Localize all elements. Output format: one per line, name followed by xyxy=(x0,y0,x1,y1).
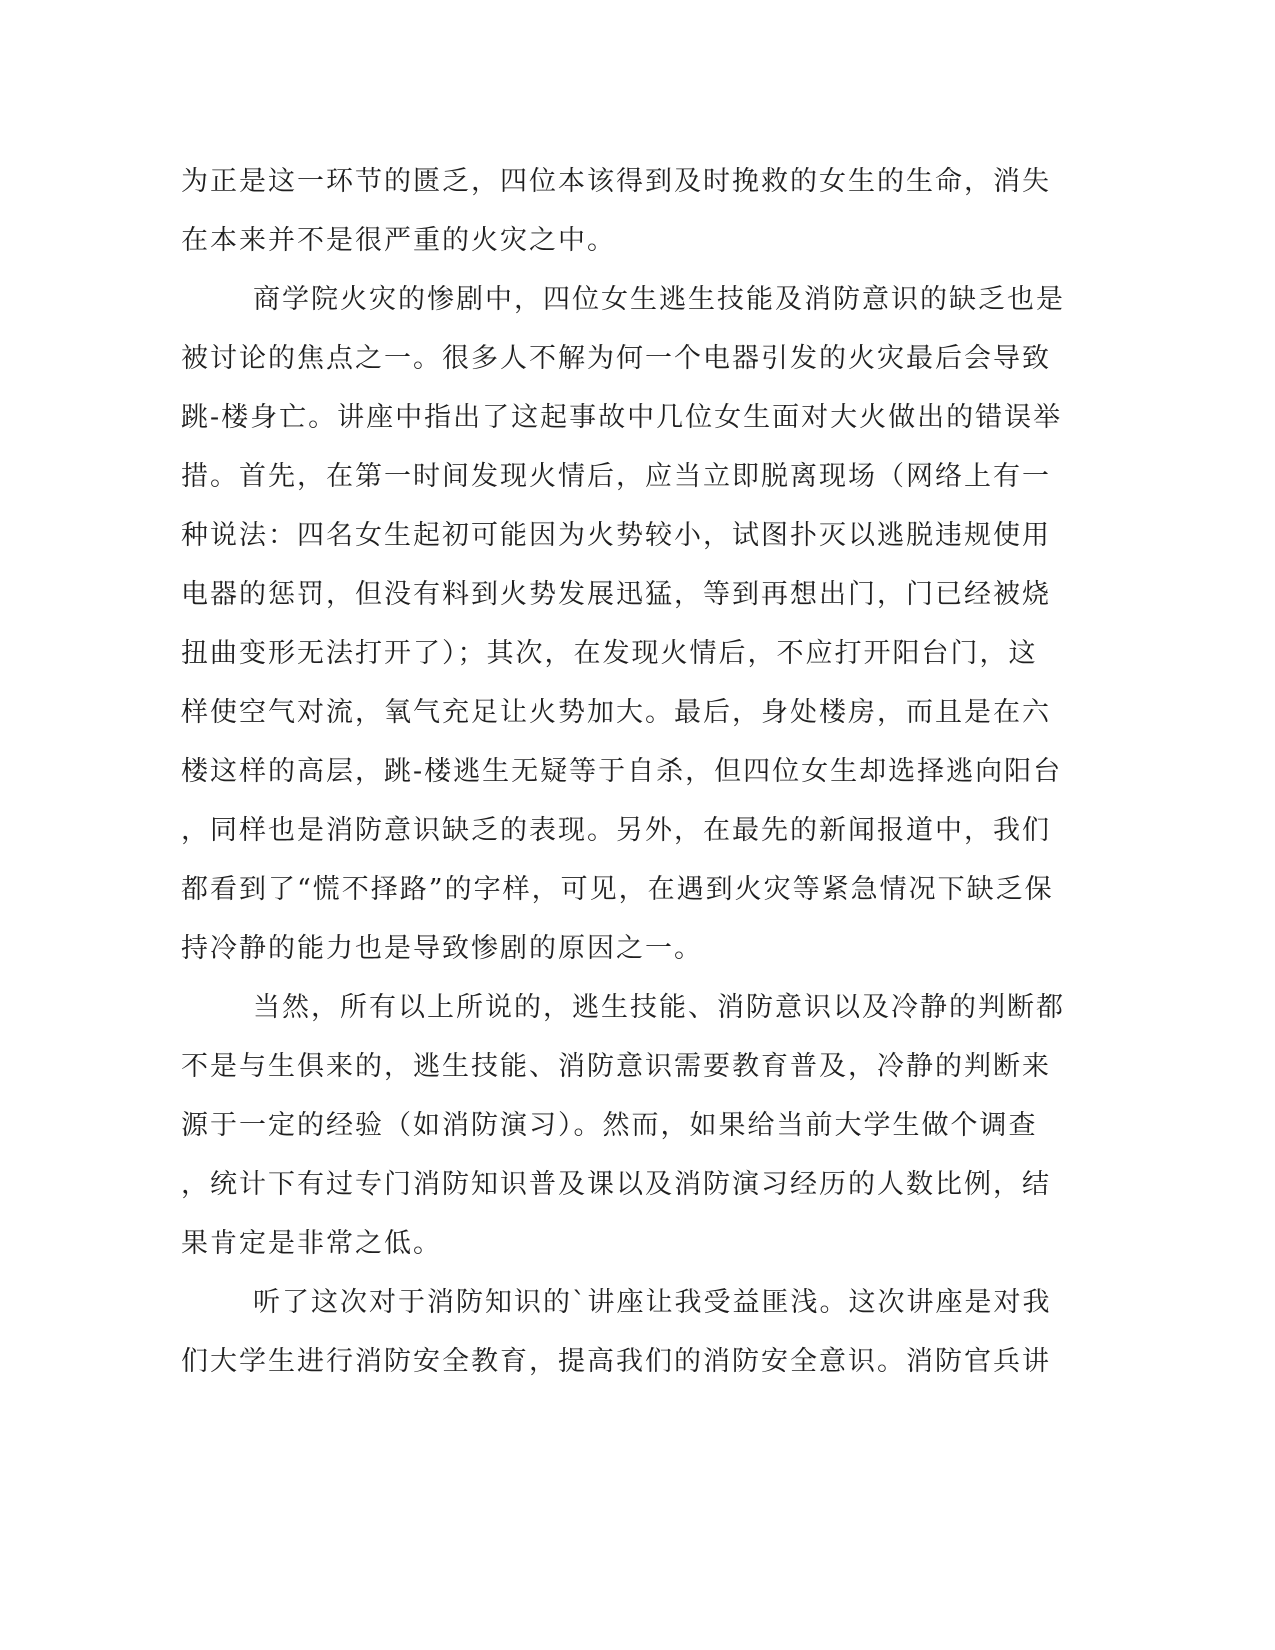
text-line: 种说法：四名女生起初可能因为火势较小，试图扑灭以逃脱违规使用 xyxy=(181,520,1051,551)
paragraph-start-line: 听了这次对于消防知识的`讲座让我受益匪浅。这次讲座是对我 xyxy=(253,1287,1052,1318)
text-line: 都看到了“慌不择路”的字样，可见，在遇到火灾等紧急情况下缺乏保 xyxy=(181,874,1054,905)
text-line: 为正是这一环节的匮乏，四位本该得到及时挽救的女生的生命，消失 xyxy=(181,166,1051,197)
paragraph-start-line: 商学院火灾的惨剧中，四位女生逃生技能及消防意识的缺乏也是 xyxy=(253,284,1065,315)
text-line: ，统计下有过专门消防知识普及课以及消防演习经历的人数比例，结 xyxy=(181,1169,1051,1200)
text-line: 电器的惩罚，但没有料到火势发展迅猛，等到再想出门，门已经被烧 xyxy=(181,579,1051,610)
text-line: 持冷静的能力也是导致惨剧的原因之一。 xyxy=(181,933,703,964)
text-line: 楼这样的高层，跳-楼逃生无疑等于自杀，但四位女生却选择逃向阳台 xyxy=(181,756,1063,787)
text-line: 措。首先，在第一时间发现火情后，应当立即脱离现场（网络上有一 xyxy=(181,461,1051,492)
body-text xyxy=(181,152,1065,1391)
text-line: 们大学生进行消防安全教育，提高我们的消防安全意识。消防官兵讲 xyxy=(181,1346,1051,1377)
text-line: 样使空气对流，氧气充足让火势加大。最后，身处楼房，而且是在六 xyxy=(181,697,1051,728)
text-line: 在本来并不是很严重的火灾之中。 xyxy=(181,225,616,256)
text-line: 源于一定的经验（如消防演习）。然而，如果给当前大学生做个调查 xyxy=(181,1110,1038,1141)
text-line: 跳-楼身亡。讲座中指出了这起事故中几位女生面对大火做出的错误举 xyxy=(181,402,1063,433)
text-line: 不是与生俱来的，逃生技能、消防意识需要教育普及，冷静的判断来 xyxy=(181,1051,1051,1082)
paragraph-start-line: 当然，所有以上所说的，逃生技能、消防意识以及冷静的判断都 xyxy=(253,992,1065,1023)
text-line: ，同样也是消防意识缺乏的表现。另外，在最先的新闻报道中，我们 xyxy=(181,815,1051,846)
text-line: 果肯定是非常之低。 xyxy=(181,1228,442,1259)
text-line: 扭曲变形无法打开了）；其次，在发现火情后，不应打开阳台门，这 xyxy=(181,638,1038,669)
text-line: 被讨论的焦点之一。很多人不解为何一个电器引发的火灾最后会导致 xyxy=(181,343,1051,374)
